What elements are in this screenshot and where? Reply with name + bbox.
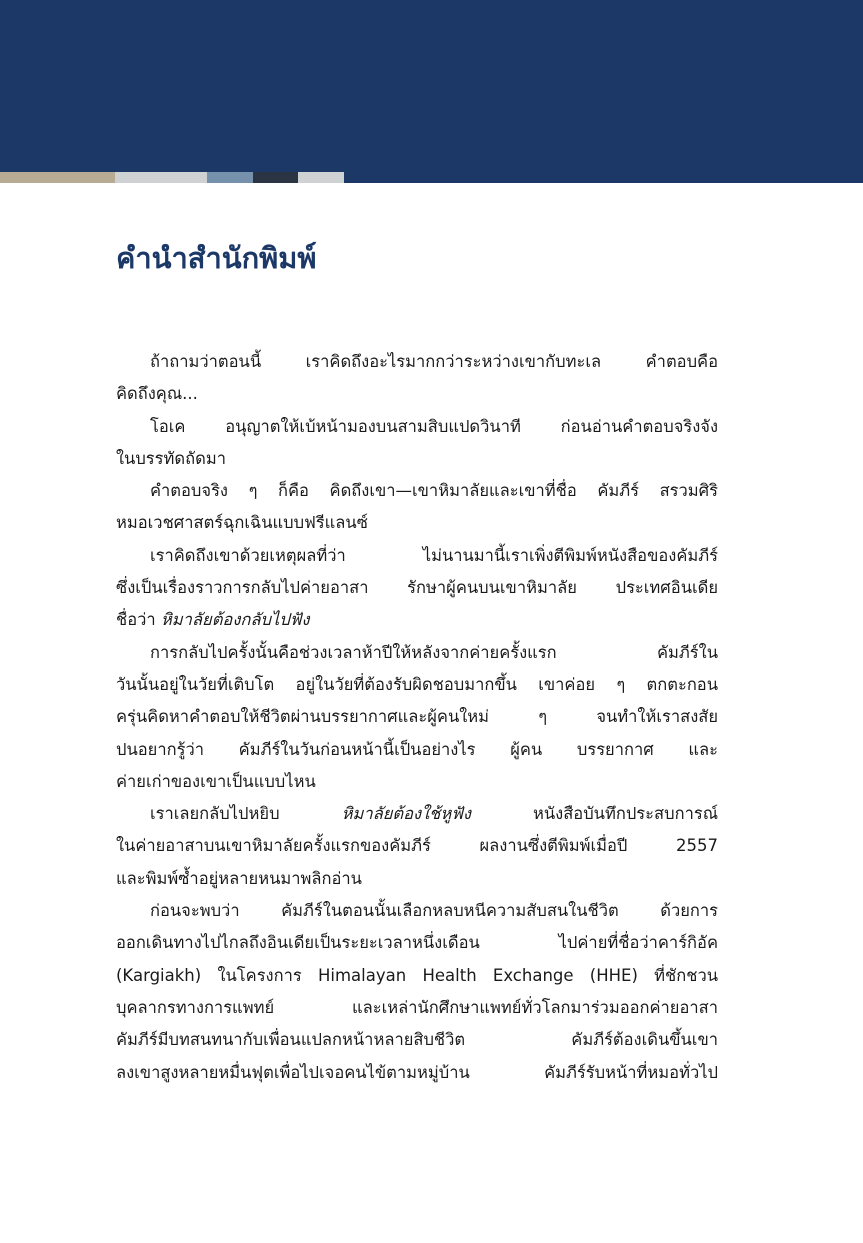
- text-line: ถ้าถามว่าตอนนี้ เราคิดถึงอะไรมากกว่าระหว่างเขากับทะเล คำตอบคือ: [150, 352, 718, 371]
- text-line: คัมภีร์มีบทสนทนากับเพื่อนแปลกหน้าหลายสิบชีวิต คัมภีร์ต้องเดินขึ้นเขา: [116, 1030, 718, 1050]
- text-line: (Kargiakh) ในโครงการ Himalayan Health Exchange (HHE) ที่ชักชวน: [116, 965, 718, 985]
- text-line: ครุ่นคิดหาคำตอบให้ชีวิตผ่านบรรยากาศและผู้คนใหม่ ๆ จนทำให้เราสงสัย: [116, 707, 718, 727]
- text-line: [116, 604, 718, 636]
- text-segment: หนังสือบันทึกประสบการณ์: [470, 804, 718, 824]
- stripe-segment-6: [298, 172, 344, 183]
- text-line: ซึ่งเป็นเรื่องราวการกลับไปค่ายอาสา รักษาผู้คนบนเขาหิมาลัย ประเทศอินเดีย: [116, 578, 718, 598]
- text-line: คำตอบจริง ๆ ก็คือ คิดถึงเขา—เขาหิมาลัยและเขาที่ชื่อ คัมภีร์ สรวมศิริ: [150, 481, 718, 501]
- stripe-segment-4: [207, 172, 253, 183]
- text-line: ก่อนจะพบว่า คัมภีร์ในตอนนั้นเลือกหลบหนีความสับสนในชีวิต ด้วยการ: [150, 901, 718, 921]
- text-line: เราคิดถึงเขาด้วยเหตุผลที่ว่า ไม่นานมานี้เราเพิ่งตีพิมพ์หนังสือของคัมภีร์: [150, 545, 718, 565]
- text-segment: เราเลยกลับไปหยิบ: [150, 804, 342, 824]
- text-line: ออกเดินทางไปไกลถึงอินเดียเป็นระยะเวลาหนึ่งเดือน ไปค่ายที่ชื่อว่าคาร์กิอัค: [116, 933, 718, 953]
- page-heading: คำนำสำนักพิมพ์: [116, 241, 317, 275]
- text-line: และพิมพ์ซ้ำอยู่หลายหนมาพลิกอ่าน: [116, 868, 362, 888]
- text-line: การกลับไปครั้งนั้นคือช่วงเวลาห้าปีให้หลังจากค่ายครั้งแรก คัมภีร์ใน: [150, 642, 718, 662]
- stripe-segment-5: [253, 172, 298, 183]
- text-line: วันนั้นอยู่ในวัยที่เติบโต อยู่ในวัยที่ต้องรับผิดชอบมากขึ้น เขาค่อย ๆ ตกตะกอน: [116, 674, 718, 694]
- text-line: คิดถึงคุณ...: [116, 384, 198, 404]
- text-line: โอเค อนุญาตให้เบ้หน้ามองบนสามสิบแปดวินาที ก่อนอ่านคำตอบจริงจัง: [150, 416, 718, 436]
- book-title: หิมาลัยต้องใช้หูฟัง: [341, 804, 471, 824]
- text-segment: ชื่อว่า: [116, 610, 161, 630]
- stripe-segment-1: [0, 172, 115, 183]
- text-line: [116, 798, 718, 830]
- stripe-segment-3: [161, 172, 207, 183]
- text-line: บุคลากรทางการแพทย์ และเหล่านักศึกษาแพทย์ทั่วโลกมาร่วมออกค่ายอาสา: [116, 997, 718, 1017]
- text-line: ปนอยากรู้ว่า คัมภีร์ในวันก่อนหน้านี้เป็นอย่างไร ผู้คน บรรยากาศ และ: [116, 739, 718, 759]
- text-line: ค่ายเก่าของเขาเป็นแบบไหน: [116, 771, 316, 791]
- body-text: [116, 346, 718, 1089]
- text-line: ในบรรทัดถัดมา: [116, 448, 226, 468]
- text-line: ลงเขาสูงหลายหมื่นฟุตเพื่อไปเจอคนไข้ตามหมู่บ้าน คัมภีร์รับหน้าที่หมอทั่วไป: [116, 1062, 718, 1082]
- text-line: หมอเวชศาสตร์ฉุกเฉินแบบฟรีแลนซ์: [116, 513, 368, 533]
- text-line: ในค่ายอาสาบนเขาหิมาลัยครั้งแรกของคัมภีร์ ผลงานซึ่งตีพิมพ์เมื่อปี 2557: [116, 836, 718, 856]
- header-band: [0, 0, 863, 183]
- book-title: หิมาลัยต้องกลับไปฟัง: [160, 610, 310, 630]
- stripe-segment-2: [115, 172, 161, 183]
